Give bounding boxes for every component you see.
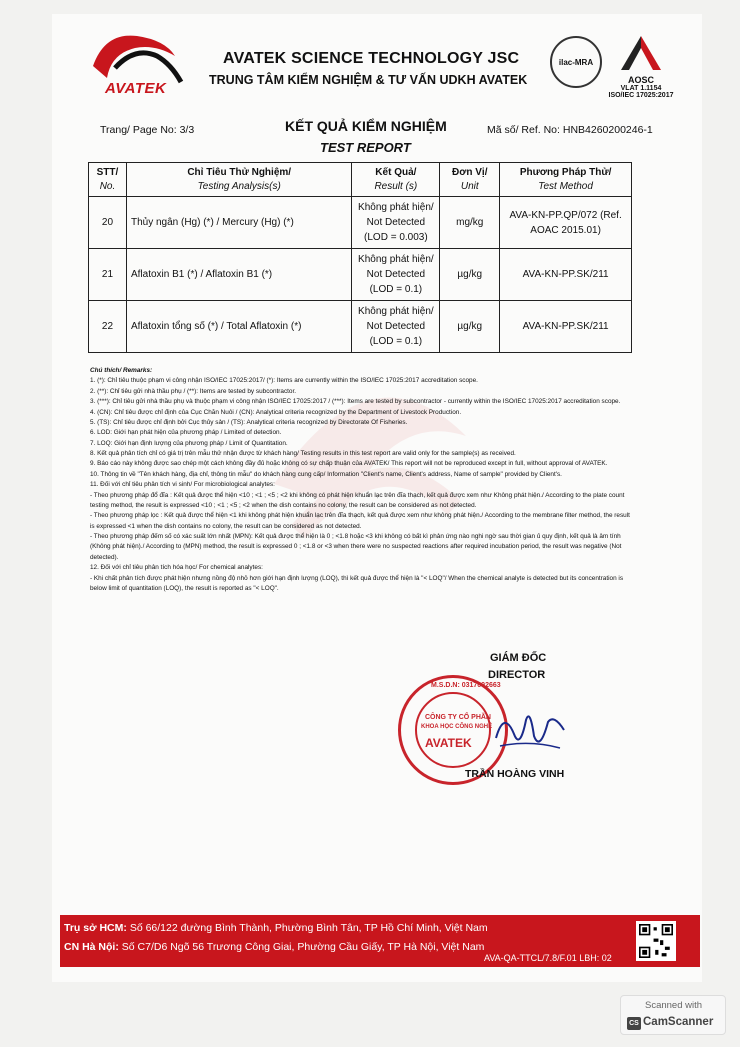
- stamp-line-3: AVATEK: [425, 736, 472, 750]
- company-name: AVATEK SCIENCE TECHNOLOGY JSC: [223, 50, 520, 67]
- row-no: 22: [89, 301, 127, 353]
- center-name: TRUNG TÂM KIỂM NGHIỆM & TƯ VẤN UDKH AVATEK: [209, 73, 528, 87]
- iso-standard: ISO/IEC 17025:2017: [608, 92, 674, 99]
- footer-bar: [60, 915, 700, 967]
- report-title-en: TEST REPORT: [320, 140, 411, 155]
- row-analysis: Aflatoxin B1 (*) / Aflatoxin B1 (*): [126, 249, 351, 301]
- remark-item: 11. Đối với chỉ tiêu phân tích vi sinh/ For microbiological analytes:: [90, 481, 275, 489]
- row-method: AVA-KN-PP.SK/211: [500, 249, 632, 301]
- remark-item: 6. LOD: Giới hạn phát hiện của phương pháp / Limited of detection.: [90, 429, 282, 437]
- remarks-heading: Chú thích/ Remarks:: [90, 367, 153, 374]
- remark-item: 2. (**): Chỉ tiêu gửi nhà thầu phụ / (**): Items are tested by subcontractor.: [90, 387, 297, 395]
- logo-text: AVATEK: [105, 80, 167, 97]
- remarks-section: [90, 366, 635, 594]
- camscanner-icon: CS: [627, 1017, 641, 1030]
- remark-item: - Theo phương pháp lọc : Kết quả được thể hiện <1 khi không phát hiện khuẩn lạc trên đĩa thạch, kết quả được xem như không phát hiện./ According to the membrane filter method, the result is expressed <1 when the dish contains no colony, the result can be considered as not detected.: [90, 512, 630, 530]
- table-row: [89, 301, 632, 353]
- remark-item: - Khi chất phân tích được phát hiện nhưng nồng độ nhỏ hơn giới hạn định lượng (LOQ), thì kết quả được thể hiện là "< LOQ"/ When the chemical analyte is detected but its concentration is below limit of quantitation (LOQ), the result is reported as "< LOQ".: [90, 574, 624, 592]
- director-title-en: DIRECTOR: [488, 669, 546, 681]
- stamp-tax-code: M.S.D.N: 0317692663: [431, 682, 501, 689]
- results-table: [88, 162, 632, 353]
- remark-item: 7. LOQ: Giới hạn định lượng của phương pháp / Limit of Quantitation.: [90, 439, 288, 447]
- report-title-vi: KẾT QUẢ KIỂM NGHIỆM: [285, 118, 447, 134]
- row-unit: mg/kg: [440, 197, 500, 249]
- vlat-number: VLAT 1.1154: [620, 85, 662, 92]
- row-result: Không phát hiện/ Not Detected (LOD = 0.003): [352, 197, 440, 249]
- aosc-badge: [607, 34, 675, 114]
- reference-number: Mã số/ Ref. No: HNB4260200246-1: [487, 124, 653, 136]
- footer-hanoi-address: CN Hà Nội: Số C7/D6 Ngõ 56 Trương Công Giai, Phường Cầu Giấy, TP Hà Nội, Việt Nam: [64, 941, 485, 953]
- table-row: [89, 249, 632, 301]
- col-header-result: Kết Quả/ Result (s): [352, 163, 440, 197]
- row-no: 21: [89, 249, 127, 301]
- camscanner-badge: [620, 995, 726, 1035]
- report-header: [85, 18, 685, 108]
- signer-name: TRẦN HOÀNG VINH: [465, 768, 565, 780]
- table-header-row: [89, 163, 632, 197]
- table-row: [89, 197, 632, 249]
- remark-item: 3. (***): Chỉ tiêu gửi nhà thầu phụ và thuộc phạm vi công nhận ISO/IEC 17025:2017 / (***): Items are tested by subcontractor - currently within the ISO/IEC 17025:2017 accreditation scope.: [90, 398, 621, 406]
- stamp-line-1: CÔNG TY CỔ PHẦN: [425, 714, 491, 721]
- director-signature: [490, 700, 570, 760]
- director-title-vi: GIÁM ĐỐC: [490, 652, 547, 664]
- aosc-label: AOSC: [627, 75, 654, 85]
- camscanner-label: CamScanner: [643, 1016, 714, 1028]
- col-header-analysis: Chỉ Tiêu Thử Nghiệm/ Testing Analysis(s): [126, 163, 351, 197]
- remark-item: - Theo phương pháp đếm số có xác suất lớn nhất (MPN): Kết quả được thể hiện là 0 ; <1.8 hoặc <3 khi không có bất kì phản ứng nào nghi ngờ sau thời gian ủ quy định, kết quả là âm tính (Không phát hiện)./ According to (MPN) method, the result is expressed 0 ; <1.8 or <3 when there were no suspected reactions after required incubation period, the result was negative (Not detected).: [90, 533, 622, 561]
- ilac-mra-seal: ilac-MRA: [550, 36, 602, 88]
- remark-item: 1. (*): Chỉ tiêu thuộc phạm vi công nhận ISO/IEC 17025:2017/ (*): Items are currently within the ISO/IEC 17025:2017 accreditation scope.: [90, 377, 478, 385]
- remark-item: 4. (CN): Chỉ tiêu được chỉ định của Cục Chăn Nuôi / (CN): Analytical criteria recognized by the Department of Livestock Production.: [90, 408, 462, 416]
- row-analysis: Thủy ngân (Hg) (*) / Mercury (Hg) (*): [126, 197, 351, 249]
- row-no: 20: [89, 197, 127, 249]
- qr-code-icon: [636, 921, 676, 961]
- remark-item: 10. Thông tin về "Tên khách hàng, địa chỉ, thông tin mẫu" do khách hàng cung cấp/ Information "Client's name, Client's address, Name of sample" provided by Client's.: [90, 470, 562, 478]
- form-code: AVA-QA-TTCL/7.8/F.01 LBH: 02: [484, 953, 612, 963]
- col-header-method: Phương Pháp Thử/ Test Method: [500, 163, 632, 197]
- remark-item: 8. Kết quả phân tích chỉ có giá trị trên mẫu thử nhận được từ khách hàng/ Testing results in this test report are valid only for the sample(s) as received.: [90, 450, 516, 457]
- row-result: Không phát hiện/ Not Detected (LOD = 0.1): [352, 301, 440, 353]
- scanned-with-label: Scanned with: [645, 1000, 703, 1011]
- page-number: Trang/ Page No: 3/3: [100, 124, 195, 136]
- remark-item: 12. Đối với chỉ tiêu phân tích hóa học/ For chemical analytes:: [90, 564, 263, 572]
- footer-hcm-address: Trụ sở HCM: Số 66/122 đường Bình Thành, Phường Bình Tân, TP Hồ Chí Minh, Việt Nam: [64, 922, 488, 934]
- remark-item: - Theo phương pháp đổ đĩa : Kết quả được thể hiện <10 ; <1 ; <5 ; <2 khi không có phát hiện khuẩn lạc trên đĩa thạch, kết quả được xem như Không phát hiện./ According to the plate count testing method, the result is expressed <10 ; <1 ; <5 ; <2 when the dish contains no colony, the result can be considered as not detected.: [90, 491, 625, 509]
- row-analysis: Aflatoxin tổng số (*) / Total Aflatoxin (*): [126, 301, 351, 353]
- stamp-line-2: KHOA HỌC CÔNG NGHỆ: [421, 724, 493, 730]
- remark-item: 5. (TS): Chỉ tiêu được chỉ định bởi Cục thủy sản / (TS): Analytical criteria recognized by Directorate Of Fisheries.: [90, 418, 408, 426]
- row-result: Không phát hiện/ Not Detected (LOD = 0.1): [352, 249, 440, 301]
- remark-item: 9. Báo cáo này không được sao chép một cách không đầy đủ hoặc không có sự chấp thuận của AVATEK/ This report will not be reproduced except in full, without approval of AVATEK.: [90, 460, 608, 468]
- stamp-inner-ring: [415, 692, 491, 768]
- row-unit: µg/kg: [440, 301, 500, 353]
- row-unit: µg/kg: [440, 249, 500, 301]
- row-method: AVA-KN-PP.QP/072 (Ref. AOAC 2015.01): [500, 197, 632, 249]
- col-header-unit: Đơn Vị/ Unit: [440, 163, 500, 197]
- row-method: AVA-KN-PP.SK/211: [500, 301, 632, 353]
- aosc-triangle-icon: [619, 34, 663, 72]
- col-header-no: STT/ No.: [89, 163, 127, 197]
